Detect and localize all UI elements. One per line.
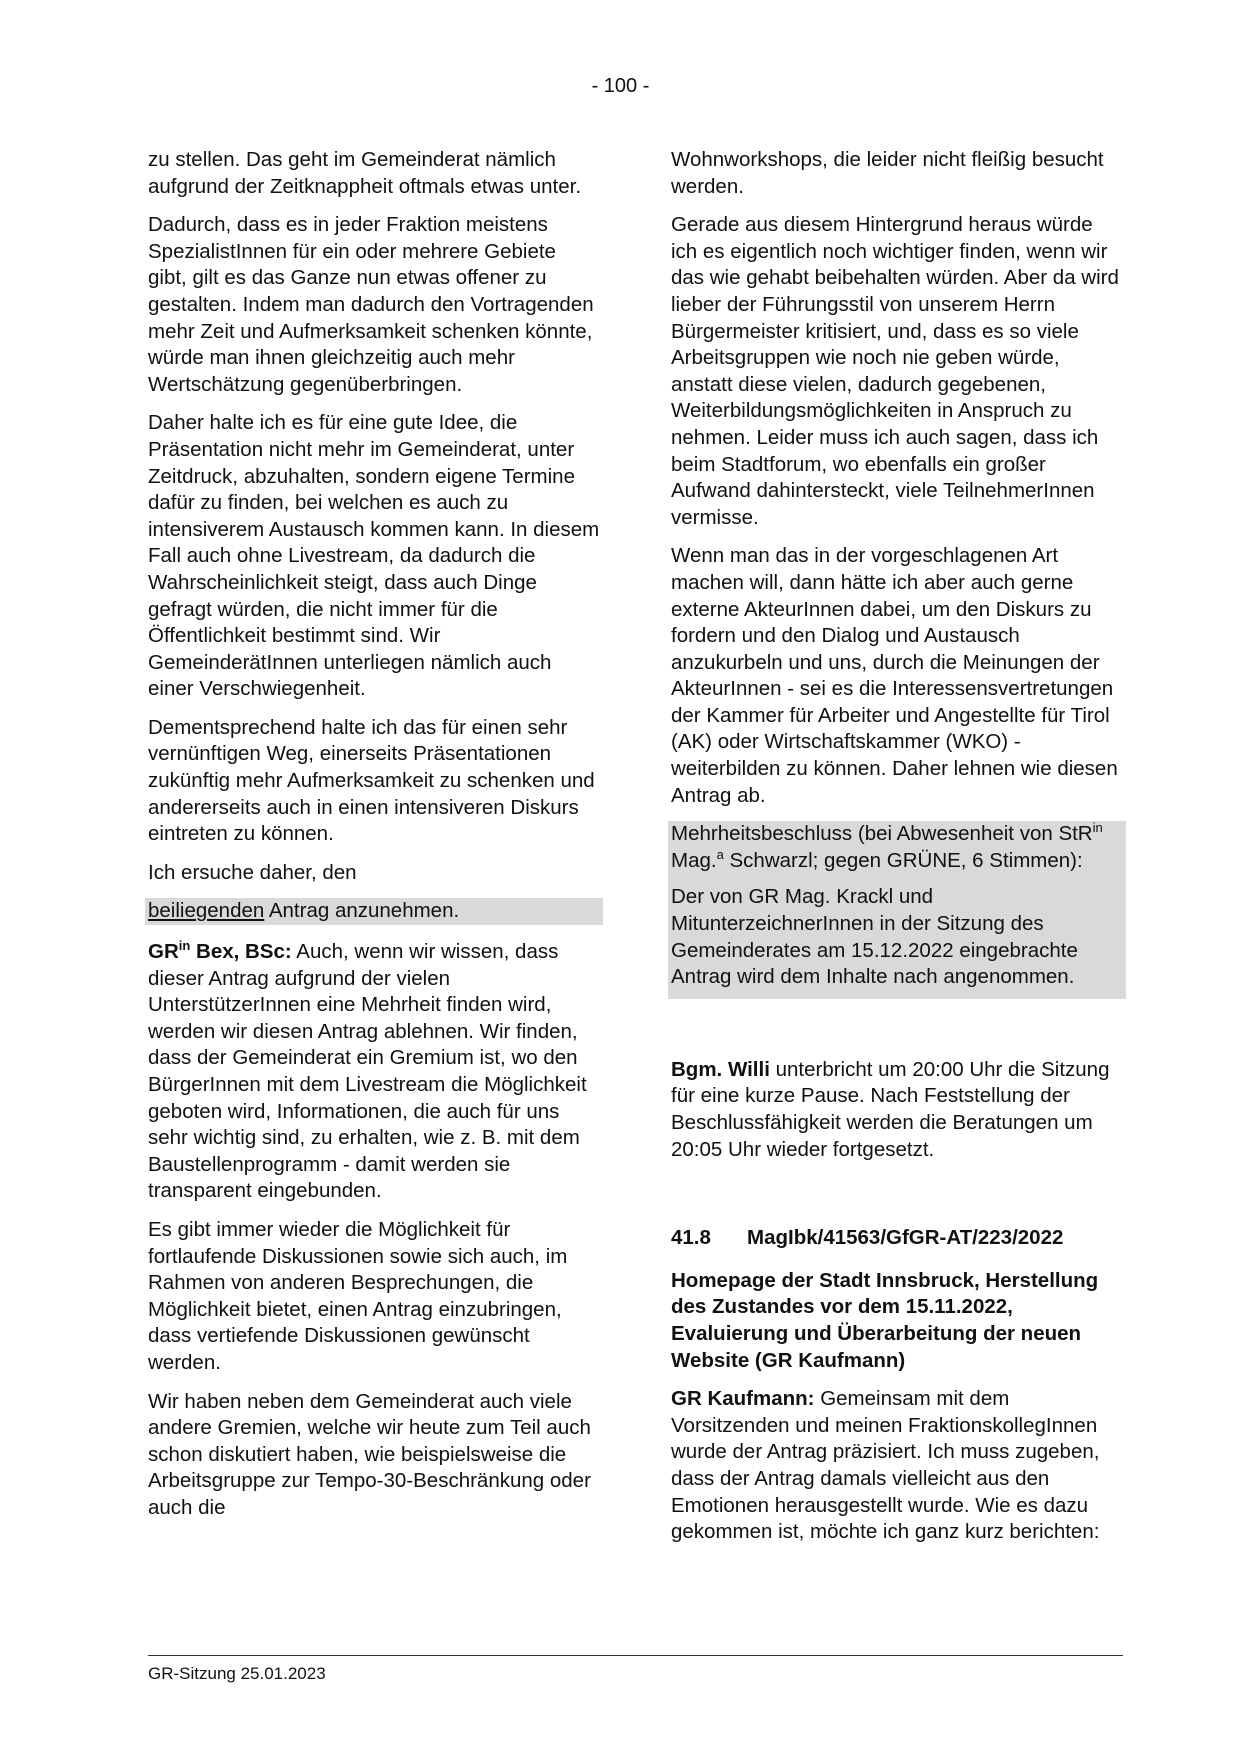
paragraph: Gerade aus diesem Hintergrund heraus würde ich es eigentlich noch wichtiger finden, wenn wir das wie gehabt beibehalten würden. Aber da wird lieber der Führungsstil von unserem Herrn Bürgermeister kritisiert, und, dass es so viele Arbeitsgruppen wie noch nie geben würde, anstatt diese vielen, dadurch gegebenen, Weiterbildungsmöglichkeiten in Anspruch zu nehmen. Leider muss ich auch sagen, dass ich beim Stadtforum, wo ebenfalls ein großer Aufwand dahintersteckt, viele TeilnehmerInnen vermisse. bbox=[671, 213, 1119, 529]
speaker-label: Bgm. Willi bbox=[671, 1057, 770, 1081]
agenda-item-reference: MagIbk/41563/GfGR-AT/223/2022 bbox=[747, 1226, 1064, 1250]
paragraph: Dadurch, dass es in jeder Fraktion meistens SpezialistInnen für ein oder mehrere Gebiete gibt, gilt es das Ganze nun etwas offener zu gestalten. Indem man dadurch den Vortragenden mehr Zeit und Aufmerksamkeit schenken könnte, würde man ihnen gleichzeitig auch mehr Wertschätzung gegenüberbringen. bbox=[148, 213, 594, 396]
decision-text: Der von GR Mag. Krackl und MitunterzeichnerInnen in der Sitzung des Gemeinderates am 15.12.2022 eingebrachte Antrag wird dem Inhalte nach angenommen. bbox=[671, 885, 1078, 989]
paragraph: Daher halte ich es für eine gute Idee, die Präsentation nicht mehr im Gemeinderat, unter Zeitdruck, abzuhalten, sondern eigene Termine dafür zu finden, bei welchen es auch zu intensiverem Austausch kommen kann. In diesem Fall auch ohne Livestream, da dadurch die Wahrscheinlichkeit steigt, dass auch Dinge gefragt würden, die nicht immer für die Öffentlichkeit bestimmt sind. Wir GemeinderätInnen unterliegen nämlich auch einer Verschwiegenheit. bbox=[148, 411, 600, 701]
motion-highlight bbox=[145, 898, 603, 925]
paragraph: Wenn man das in der vorgeschlagenen Art machen will, dann hätte ich aber auch gerne externe AkteurInnen dabei, um den Diskurs zu fordern und den Dialog und Austausch anzukurbeln und uns, durch die Meinungen der AkteurInnen - sei es die Interessensvertretungen der Kammer für Arbeiter und Angestellte für Tirol (AK) oder Wirtschaftskammer (WKO) - weiterbilden zu können. Daher lehnen wie diesen Antrag ab. bbox=[671, 544, 1118, 807]
paragraph: Es gibt immer wieder die Möglichkeit für fortlaufende Diskussionen sowie sich auch, im Rahmen von anderen Besprechungen, die Möglichkeit bietet, einen Antrag einzubringen, dass vertiefende Diskussionen gewünscht werden. bbox=[148, 1217, 568, 1374]
motion-text: Antrag anzunehmen. bbox=[264, 899, 460, 923]
right-column bbox=[671, 147, 1123, 1558]
speaker-label: $GR^{in}$ Bex, BSc: bbox=[148, 938, 292, 964]
speech-kaufmann: GR Kaufmann: Gemeinsam mit dem Vorsitzenden und meinen FraktionskollegInnen wurde der Antrag präzisiert. Ich muss zugeben, dass der Antrag damals vielleicht aus den Emotionen herausgestellt wurde. Wie es dazu gekommen ist, möchte ich ganz kurz berichten: bbox=[671, 1387, 1100, 1544]
left-column bbox=[148, 147, 600, 1534]
speech-bex bbox=[148, 939, 600, 1205]
decision-heading: Mehrheitsbeschluss (bei Abwesenheit von StR$^{in}$ Mag.$^a$ Schwarzl; gegen GRÜNE, 6 Stimmen): bbox=[671, 820, 1103, 872]
footer-session-date: GR-Sitzung 25.01.2023 bbox=[148, 1664, 326, 1683]
paragraph: Dementsprechend halte ich das für einen sehr vernünftigen Weg, einerseits Präsentationen zukünftig mehr Aufmerksamkeit zu schenken und andererseits auch in einen intensiveren Diskurs eintreten zu können. bbox=[148, 715, 595, 846]
agenda-item-title: Homepage der Stadt Innsbruck, Herstellung des Zustandes vor dem 15.11.2022, Evaluierung und Überarbeitung der neuen Website (GR Kaufmann) bbox=[671, 1268, 1099, 1372]
decision-block bbox=[668, 821, 1126, 999]
speech-text: Auch, wenn wir wissen, dass dieser Antrag aufgrund der vielen UnterstützerInnen eine Mehrheit finden wird, werden wir diesen Antrag ablehnen. Wir finden, dass der Gemeinderat ein Gremium ist, wo den BürgerInnen mit dem Livestream die Möglichkeit geboten wird, Informationen, die auch für uns sehr wichtig sind, zu erhalten, wie z. B. mit dem Baustellenprogramm - damit werden sie transparent eingebunden. bbox=[148, 940, 587, 1203]
speaker-label: GR Kaufmann: bbox=[671, 1387, 815, 1411]
paragraph: Wohnworkshops, die leider nicht fleißig besucht werden. bbox=[671, 148, 1104, 198]
paragraph: Ich ersuche daher, den bbox=[148, 860, 357, 884]
agenda-item-number: 41.8 bbox=[671, 1226, 711, 1250]
agenda-item-header bbox=[671, 1225, 1123, 1252]
motion-link[interactable]: beiliegenden bbox=[148, 899, 265, 923]
paragraph: zu stellen. Das geht im Gemeinderat nämlich aufgrund der Zeitknappheit oftmals etwas unter. bbox=[148, 148, 582, 198]
session-break: Bgm. Willi unterbricht um 20:00 Uhr die Sitzung für eine kurze Pause. Nach Feststellung der Beschlussfähigkeit werden die Beratungen um 20:05 Uhr wieder fortgesetzt. bbox=[671, 1057, 1110, 1161]
page-number: - 100 - bbox=[591, 75, 650, 97]
paragraph: Wir haben neben dem Gemeinderat auch viele andere Gremien, welche wir heute zum Teil auch schon diskutiert haben, wie beispielsweise die Arbeitsgruppe zur Tempo-30-Beschränkung oder auch die bbox=[148, 1389, 591, 1519]
footer-divider bbox=[148, 1655, 1123, 1656]
